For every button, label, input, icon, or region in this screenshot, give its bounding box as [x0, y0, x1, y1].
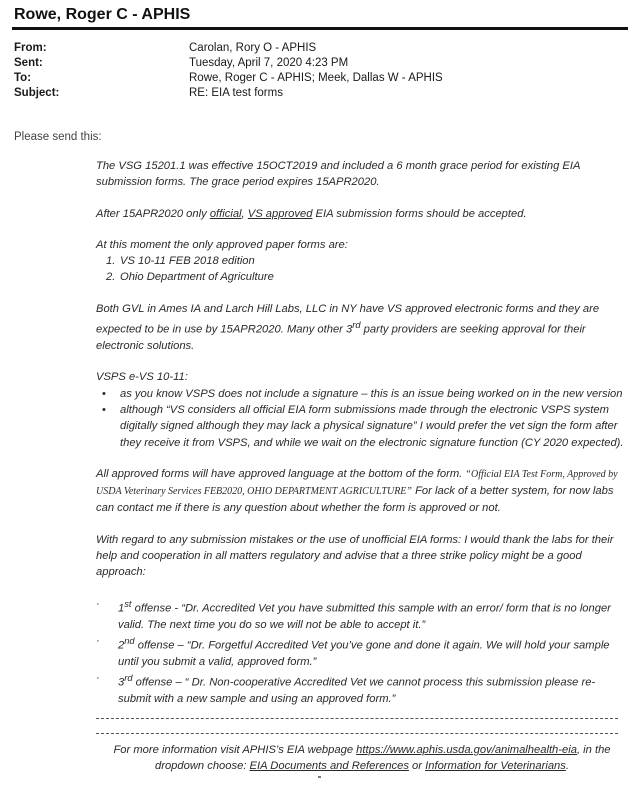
list-item	[96, 253, 628, 269]
text: All approved forms will have approved language at the bottom of the form.	[96, 467, 466, 480]
list-text: VS 10-11 FEB 2018 edition	[120, 255, 255, 268]
paragraph-grace-period: The VSG 15201.1 was effective 15OCT2019 and included a 6 month grace period for existing EIA submission forms. The grace period expires 15APR2020.	[96, 160, 581, 189]
scan-speck	[318, 776, 321, 778]
email-sender-title: Rowe, Roger C - APHIS	[14, 6, 191, 23]
offense-number: 3	[118, 677, 125, 690]
bullet-icon: •	[102, 387, 106, 400]
text: For lack of a better system, for now labs can contact me if there is any question about whether the form is approved or not.	[96, 485, 614, 515]
sent-label: Sent:	[14, 57, 43, 69]
from-value: Carolan, Rory O - APHIS	[189, 42, 317, 54]
eia-webpage-link[interactable]: https://www.aphis.usda.gov/animalhealth-eia	[356, 744, 577, 756]
list-item	[96, 269, 628, 285]
paragraph-three-strike: With regard to any submission mistakes or the use of unofficial EIA forms: I would thank the labs for their help and cooperation in all matters regulatory and advise that a three strike policy might be a good approach:	[96, 533, 614, 579]
list-number: 2.	[106, 271, 116, 284]
paragraph-electronic-forms	[96, 301, 628, 355]
eia-documents-link[interactable]: EIA Documents and References	[249, 760, 409, 772]
divider-dashed	[96, 733, 618, 734]
superscript: st	[124, 598, 132, 609]
text: , in the dropdown choose:	[155, 744, 611, 772]
list-item	[96, 386, 628, 402]
text: ,	[241, 207, 248, 220]
vsps-bullets	[96, 386, 628, 451]
offense-list	[96, 596, 628, 708]
superscript: rd	[352, 320, 361, 331]
from-label: From:	[14, 42, 47, 54]
list-text: as you know VSPS does not include a signature – this is an issue being worked on in the new version	[120, 387, 623, 400]
bullet-icon: ·	[96, 597, 100, 610]
offense-number: 2	[118, 639, 125, 652]
paragraph-approved-language	[96, 466, 628, 517]
list-text: Ohio Department of Agriculture	[120, 271, 274, 284]
superscript: rd	[124, 673, 133, 684]
vsps-heading: VSPS e-VS 10-11:	[96, 371, 188, 384]
bullet-icon: •	[102, 404, 106, 416]
intro-line: Please send this:	[14, 131, 102, 143]
list-text: offense – “ Dr. Non-cooperative Accredited Vet we cannot process this submission please re-submit with a new sample and using an approved form.”	[118, 677, 596, 706]
paragraph-official-forms	[96, 206, 628, 222]
forwarded-message	[96, 158, 628, 708]
approved-forms-list	[96, 253, 628, 286]
approved-language-quote: “Official EIA Test Form, Approved by USDA Veterinary Services FEB2020, OHIO DEPARTMENT AGRICULTURE”	[96, 468, 618, 498]
list-text: offense - “Dr. Accredited Vet you have submitted this sample with an error/ form that is no longer valid. The next time you do so we will not be able to accept it.”	[118, 602, 611, 631]
bullet-icon: ·	[96, 672, 100, 685]
divider-dashed	[96, 718, 618, 719]
text: Both GVL in Ames IA and Larch Hill Labs, LLC in NY have VS approved electronic forms and they are expected to be in use by 15APR2020. Many other 3	[96, 302, 600, 336]
bullet-icon: ·	[96, 635, 100, 647]
text: .	[565, 760, 569, 772]
footer-info	[96, 742, 628, 774]
superscript: nd	[124, 636, 135, 646]
list-item	[96, 670, 628, 707]
title-divider	[12, 27, 628, 30]
underlined-vs-approved: VS approved	[247, 207, 313, 220]
text: party providers are seeking approval for their electronic solutions.	[96, 323, 586, 353]
text: For more information visit APHIS’s EIA webpage	[113, 744, 357, 756]
list-number: 1.	[106, 255, 116, 268]
list-item	[96, 402, 628, 451]
vet-info-link[interactable]: Information for Veterinarians	[425, 760, 566, 772]
sent-value: Tuesday, April 7, 2020 4:23 PM	[189, 57, 349, 69]
to-label: To:	[14, 72, 32, 84]
text: After 15APR2020 only	[96, 207, 210, 220]
list-text: offense – “Dr. Forgetful Accredited Vet you’ve gone and done it again. We will hold your sample until you submit a valid, approved form.”	[118, 639, 610, 669]
text: or	[408, 760, 426, 772]
list-text: although “VS considers all official EIA form submissions made through the electronic VSPS system digitally signed although they may lack a physical signature” I would prefer the vet sign the form after they receive it from VSPS, and while we wait on the electronic signature function (CY 2020 expected).	[120, 404, 624, 449]
offense-number: 1	[118, 602, 125, 615]
subject-value: RE: EIA test forms	[189, 87, 283, 99]
text: EIA submission forms should be accepted.	[312, 207, 527, 220]
underlined-official: official	[209, 207, 242, 220]
list-item	[96, 596, 628, 633]
subject-label: Subject:	[14, 87, 60, 99]
to-value: Rowe, Roger C - APHIS; Meek, Dallas W - APHIS	[189, 72, 443, 84]
paragraph-approved-paper: At this moment the only approved paper forms are:	[96, 238, 348, 251]
list-item	[96, 633, 628, 670]
